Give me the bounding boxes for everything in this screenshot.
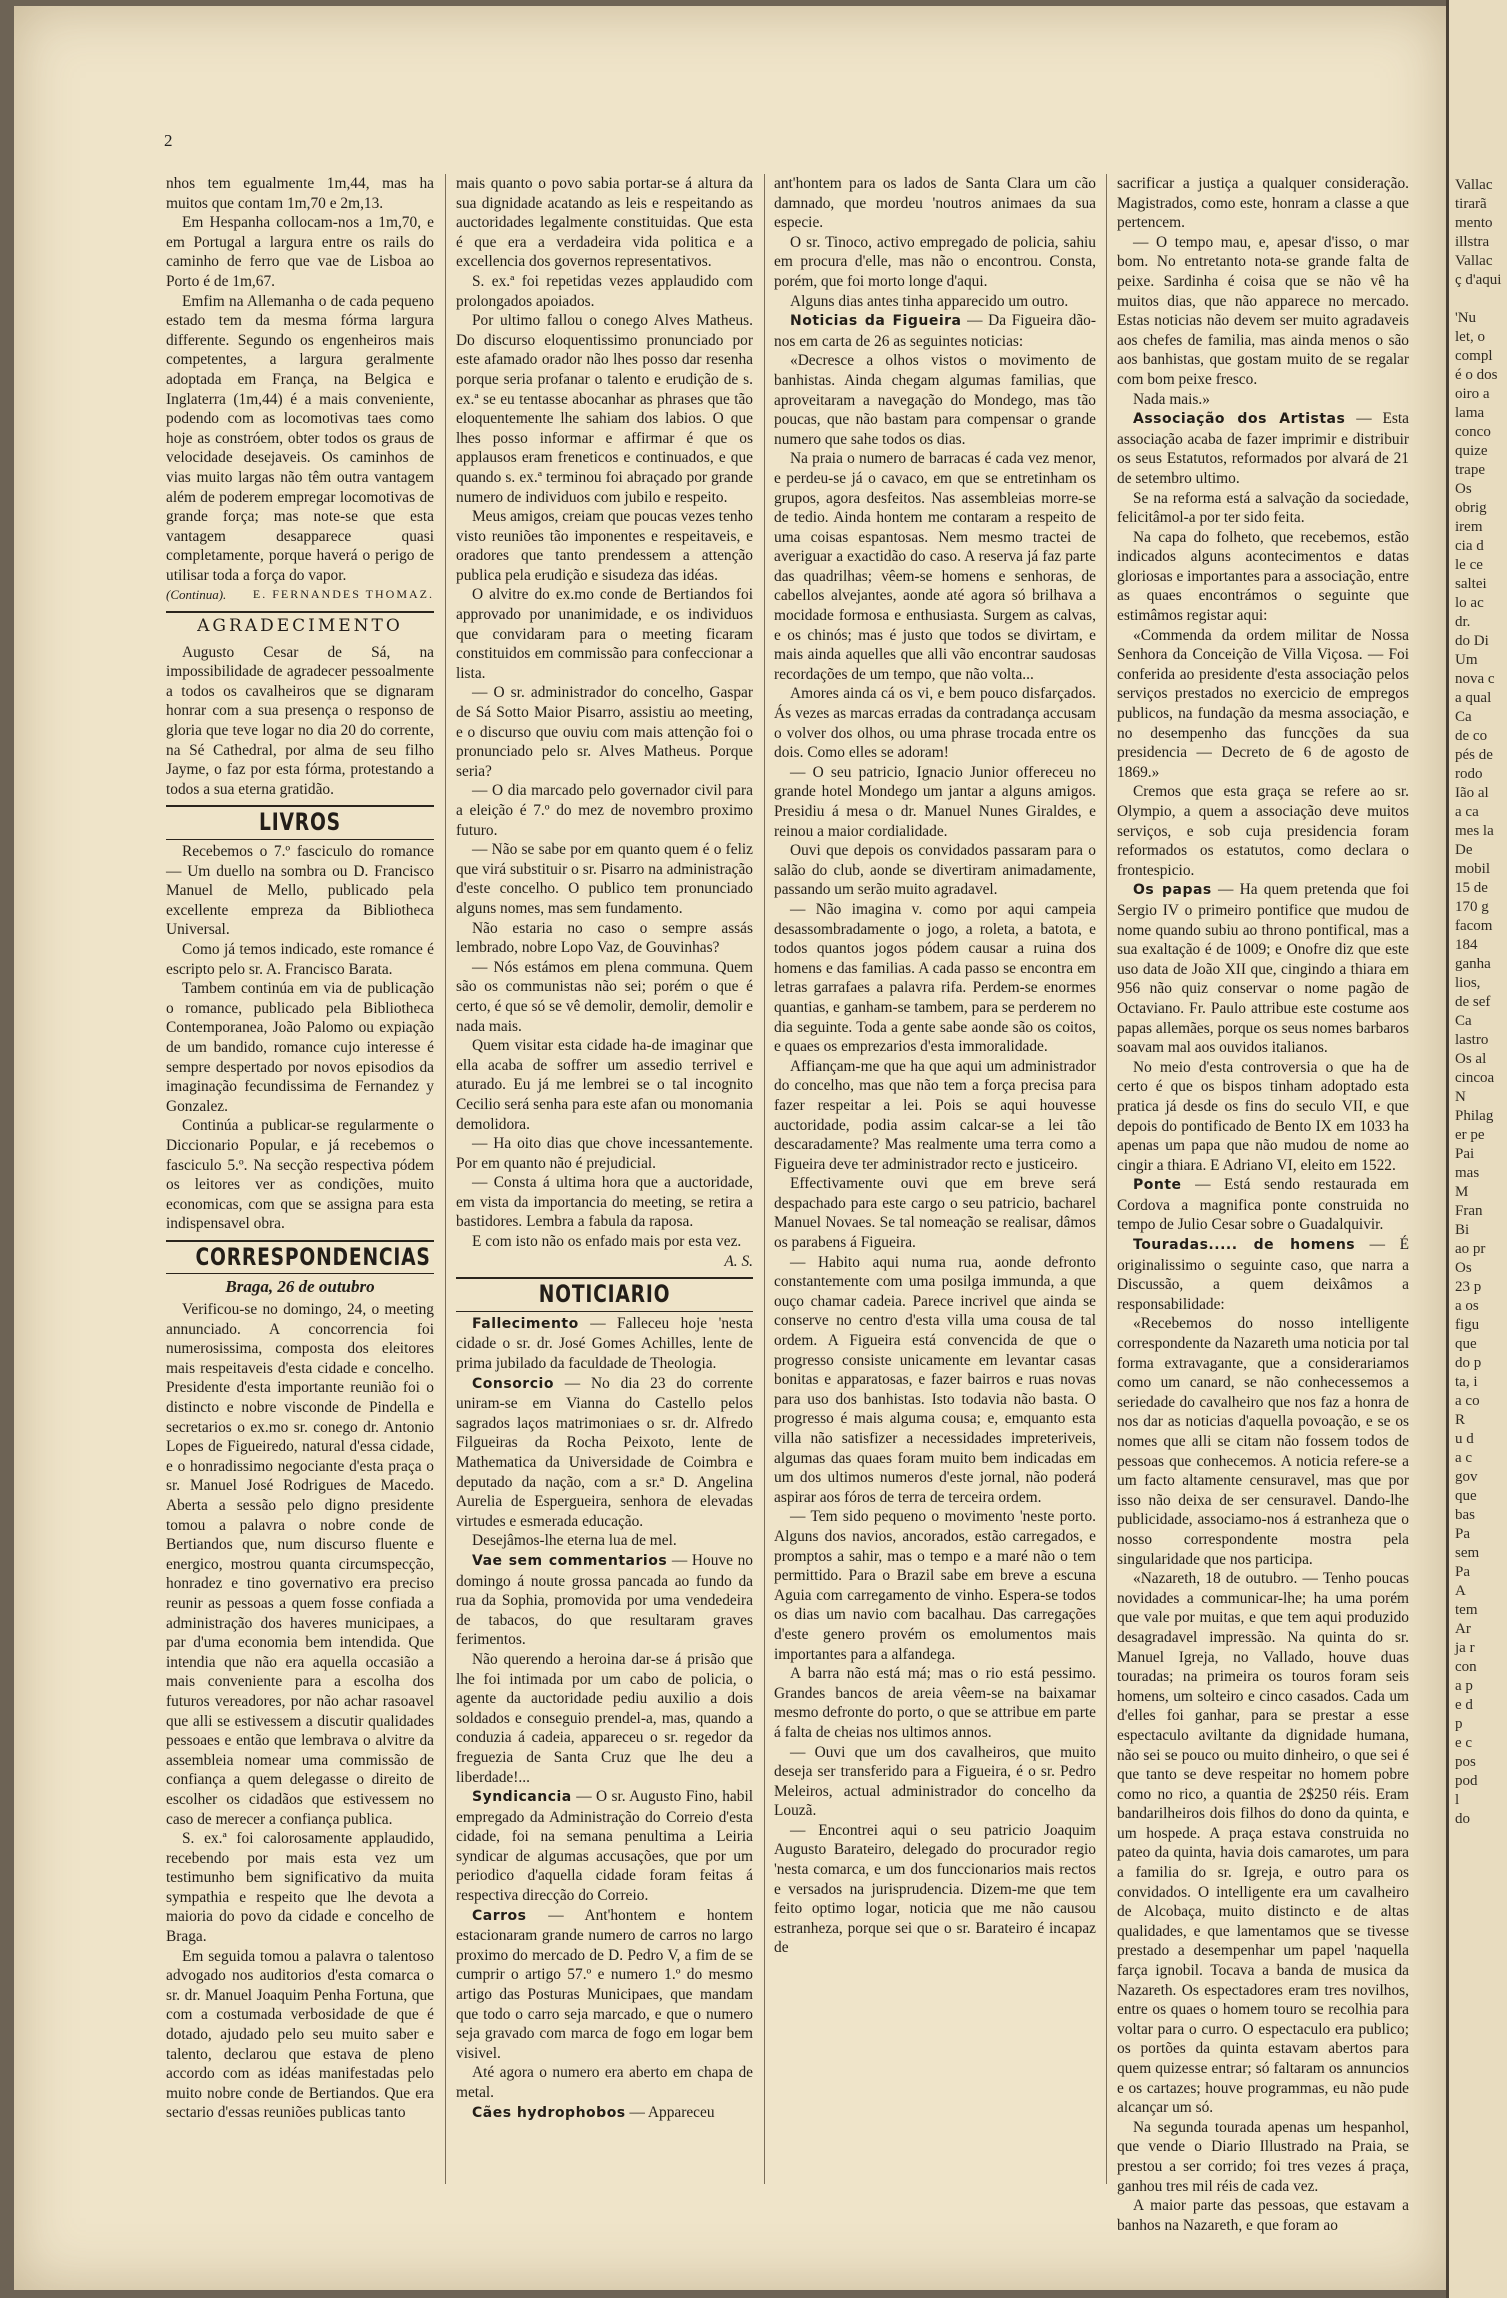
column-rule	[445, 174, 446, 2184]
paragraph: — O seu patricio, Ignacio Junior offereceu no grande hotel Mondego um jantar a alguns amigos. Presidiu á mesa o dr. Manuel Nunes Giraldes, e reinou a maior cordialidade.	[774, 763, 1096, 840]
paragraph: Não estaria no caso o sempre assás lembrado, nobre Lopo Vaz, de Gouvinhas?	[456, 919, 753, 957]
news-item: Consorcio — No dia 23 do corrente uniram-se em Vianna do Castello pelos sagrados laços matrimoniaes o sr. dr. Alfredo Filgueiras da Rocha Peixoto, lente de Mathematica da Universidade de Coimbra e deputado da nação, com a sr.ª D. Angelina Aurelia de Espergueira, senhora de elevadas virtudes e esmerada educação.	[456, 1374, 753, 1530]
correspondent-signature: A. S.	[724, 1252, 753, 1270]
paragraph: — O sr. administrador do concelho, Gaspar de Sá Sotto Maior Pisarro, assistiu ao meeting, e o discurso que ouviu com mais attenção foi o pronunciado pelo sr. Alves Matheus. Porque seria?	[456, 684, 753, 780]
adjacent-page-line: Vallac	[1455, 177, 1493, 193]
news-item: Associação dos Artistas — Esta associação acaba de fazer imprimir e distribuir os seus Estatutos, reformados por alvará de 21 de setembro ultimo.	[1117, 410, 1409, 487]
adjacent-page-line: tem	[1455, 1602, 1478, 1618]
paragraph: nhos tem egualmente 1m,44, mas ha muitos que contam 1m,70 e 2m,13.	[166, 175, 434, 212]
adjacent-page-line: M	[1455, 1184, 1469, 1200]
paragraph: Em seguida tomou a palavra o talentoso advogado nos auditorios d'esta comarca o sr. dr. Manuel Joaquim Penha Fortuna, que com a costumada verbosidade de que é dotado, ajudado pelo seu muito saber e talento, declarou que estava de pleno accordo com as idéas manifestadas pelo muito nobre conde de Bertiandos. Que era sectario d'essas reuniões publicas tanto	[166, 1947, 434, 2122]
adjacent-page-line: lastro	[1455, 1032, 1489, 1048]
section-rule	[166, 611, 434, 613]
paragraph: — Ha oito dias que chove incessantemente. Por em quanto não é prejudicial.	[456, 1135, 753, 1172]
paragraph: Alguns dias antes tinha apparecido um outro.	[790, 292, 1069, 310]
paragraph: Desejâmos-lhe eterna lua de mel.	[472, 1532, 677, 1550]
adjacent-page-line: facom	[1455, 918, 1493, 934]
adjacent-page-line: ta, i	[1455, 1374, 1478, 1390]
adjacent-page-line: dr.	[1455, 614, 1471, 630]
paragraph: A barra não está má; mas o rio está pessimo. Grandes bancos de areia vêem-se na baixamar mesmo defronte do porto, o que se attribue em parte á falta de cheias nos ultimos annos.	[774, 1665, 1096, 1741]
section-rule	[166, 1240, 434, 1242]
news-heading: Consorcio	[472, 1375, 554, 1392]
column-rule	[1106, 174, 1107, 2184]
paragraph: «Commenda da ordem militar de Nossa Senhora da Conceição de Villa Viçosa. — Foi conferida ao presidente d'esta associação pelos serviços prestados no exercicio de empregos publicos, na fundação da mesma associação, e no desempenho das funcções da sua presidencia — Decreto de 6 de agosto de 1869.»	[1117, 626, 1409, 781]
paragraph: «Nazareth, 18 de outubro. — Tenho poucas novidades a communicar-lhe; ha uma porém que vale por muitas, e que tem aqui produzido desagradavel impressão. Na quinta do sr. Manuel Igreja, no Vallado, houve duas touradas; na primeira os touros foram seis homens, um solteiro e cinco casados. Cada um d'elles foi ganhar, para se prestar a esse espectaculo aviltante da dignidade humana, não sei se pouco ou muito dinheiro, o que sei é que tanto se deve respeitar no homem pobre como no rico, a quantia de 2$250 réis. Eram bandarilheiros dois filhos do dono da quinta, e um hospede. A praça estava construida no pateo da quinta, havia dois camarotes, um para a familia do sr. Igreja, e outro para os convidados. O intelligente era um cavalheiro de Alcobaça, muito distincto e de altas qualidades, e que lamentamos que se tivesse prestado a desempenhar um papel 'naquella farça ignobil. Tocava a banda de musica da Nazareth. Os espectadores eram tres novilhos, entre os quaes o homem touro se recolhia para voltar para o curro. O espectaculo era publico; os portões da quinta estavam abertos para quem quizesse entrar; só faltaram os annuncios e os cartazes; houve programmas, eu não pude alcançar um só.	[1117, 1570, 1409, 2117]
adjacent-page-line: N	[1455, 1089, 1466, 1105]
adjacent-page-text	[1455, 176, 1507, 1829]
paragraph: Verificou-se no domingo, 24, o meeting annunciado. A concorrencia foi numerosissima, composta dos eleitores mais respeitaveis d'esta cidade e concelho. Presidente d'esta importante reunião foi o distincto e nobre visconde de Pindella e secretarios o ex.mo sr. conego dr. Antonio Lopes de Figueiredo, natural d'essa cidade, e o honradissimo negociante d'esta praça o sr. Manuel José Rodrigues de Macedo. Aberta a sessão pelo digno presidente tomou a palavra o nobre conde de Bertiandos que, num discurso fluente e energico, mostrou quanta circumspecção, honradez e tino governativo era preciso reunir as pessoas a quem fosse confiada a administração dos haveres municipaes, a par d'uma economia bem intendida. Que intendia que não era aquella occasião a mais conveniente para a escolha dos futuros vereadores, por não achar rasoavel que alli se estivessem a discutir qualidades pessoaes e então que lembrava o alvitre da assembleia nomear uma commissão de confiança a quem delegasse o direito de escolher os cidadãos que estivessem no caso de merecer a confiança publica.	[166, 1301, 434, 1828]
adjacent-page-line: gov	[1455, 1469, 1478, 1485]
section-title-agradecimento: AGRADECIMENTO	[197, 616, 403, 637]
adjacent-page-line: Ca	[1455, 709, 1472, 725]
news-item: Ponte — Está sendo restaurada em Cordova a magnifica ponte construida no tempo de Julio Cesar sobre o Guadalquivir.	[1117, 1176, 1409, 1234]
adjacent-page-line: p	[1455, 1716, 1463, 1732]
paragraph: — Habito aqui numa rua, aonde defronto constantemente com uma posilga immunda, a que ouço chamar cadeia. Parece incrivel que ainda se conserve no centro d'esta villa uma cousa de tal ordem. A Figueira está convencida de que o progresso consiste unicamente em levantar casas bonitas e apparatosas, e fazer bairros e ruas novas para uso dos banhistas. Isto todavia não basta. O progresso é mais alguma cousa; e, emquanto esta villa não satisfizer a necessidades impreteriveis, algumas das quaes foram muito bem indicadas em um dos ultimos numeros d'este jornal, não poderá aspirar aos fóros de terra de terceira ordem.	[774, 1253, 1096, 1506]
dateline: Braga, 26 de outubro	[225, 1277, 375, 1297]
adjacent-page-line: cincoa	[1455, 1070, 1495, 1086]
news-heading: Vae sem commentarios	[472, 1552, 668, 1569]
adjacent-page-line: Os	[1455, 1260, 1472, 1276]
column-4	[1117, 174, 1409, 2234]
news-heading: Syndicancia	[472, 1789, 572, 1806]
adjacent-page-line: pos	[1455, 1754, 1476, 1770]
paragraph: Amores ainda cá os vi, e bem pouco disfarçados. Ás vezes as marcas erradas da contradança accusam o volver dos olhos, ou uma phrase trocada entre os dois. Como elles se adoram!	[774, 685, 1096, 762]
adjacent-page-line: obrig	[1455, 500, 1487, 516]
paragraph: Na praia o numero de barracas é cada vez menor, e perdeu-se já o cavaco, em que se entretinham os grupos, agora desfeitos. Nas assembleias morre-se de tedio. Ainda hontem me contaram a respeito de uma coisas espantosas. Nem mesmo tractei de averiguar a exactidão do caso. A reserva já faz parte das quadrilhas; vêem-se homens e senhoras, de cabellos alvejantes, aonde até agora só brilhava a mocidade formosa e enthusiasta. Surgem as calvas, e os chinós; mas é justo que todos se divirtam, e mais ainda aquelles que alli vão encontrar saudosas recordações de um tempo, que não volta...	[774, 450, 1096, 683]
adjacent-page-line: lo ac	[1455, 595, 1484, 611]
paragraph: S. ex.ª foi calorosamente applaudido, recebendo por mais esta vez um testimunho bem significativo da muita sympathia e respeito que lhe devota a maioria do povo da cidade e concelho de Braga.	[166, 1830, 434, 1946]
adjacent-page-line: nova c	[1455, 671, 1495, 687]
adjacent-page-line: pés de	[1455, 747, 1493, 763]
adjacent-page-line: a ca	[1455, 804, 1479, 820]
adjacent-page-line: A	[1455, 1583, 1466, 1599]
adjacent-page-line: compl	[1455, 348, 1493, 364]
adjacent-page-line: R	[1455, 1412, 1466, 1428]
continua-note: (Continua).	[166, 587, 227, 603]
adjacent-page-edge	[1446, 0, 1507, 2298]
adjacent-page-line: a p	[1455, 1678, 1473, 1694]
news-item: Os papas — Ha quem pretenda que foi Sergio IV o primeiro pontifice que mudou de nome quando subiu ao throno pontifical, mas a sua exaltação é de 1009; e Onofre diz que este uso data de João XII que, cingindo a thiara em 956 não quiz conservar o nome pagão de Octaviano. Fr. Paulo attribue este costume aos papas allemães, porque os seus nomes barbaros soavam mal aos ouvidos italianos.	[1117, 881, 1409, 1057]
paragraph: Recebemos o 7.º fasciculo do romance — Um duello na sombra ou D. Francisco Manuel de Mello, publicado pela excellente empreza da Bibliotheca Universal.	[166, 843, 434, 939]
adjacent-page-line: le ce	[1455, 557, 1483, 573]
adjacent-page-line: Bi	[1455, 1222, 1470, 1238]
adjacent-page-line: bas	[1455, 1507, 1475, 1523]
adjacent-page-line: mento	[1455, 215, 1493, 231]
adjacent-page-line: a qual	[1455, 690, 1492, 706]
adjacent-page-line: mobil	[1455, 861, 1491, 877]
paragraph: — Ouvi que um dos cavalheiros, que muito deseja ser transferido para a Figueira, é o sr. Pedro Meleiros, actual administrador do concelho da Louzã.	[774, 1743, 1096, 1820]
adjacent-page-line: cia d	[1455, 538, 1484, 554]
paragraph: — Consta á ultima hora que a auctoridade, em vista da importancia do meeting, se retira a bastidores. Lembra a fabula da raposa.	[456, 1174, 753, 1231]
adjacent-page-line: ao pr	[1455, 1241, 1486, 1257]
column-1	[166, 174, 434, 2214]
adjacent-page-line: Os	[1455, 481, 1472, 497]
paragraph: Nada mais.»	[1133, 390, 1210, 408]
paragraph: Meus amigos, creiam que poucas vezes tenho visto reuniões tão imponentes e respeitaveis, e oradores que tanto prendessem a attenção publica pela erudição e sisudeza das idéas.	[456, 508, 753, 584]
page-number: 2	[164, 131, 173, 150]
adjacent-page-line: 23 p	[1455, 1279, 1482, 1295]
adjacent-page-line: con	[1455, 1659, 1477, 1675]
column-2	[456, 174, 753, 2214]
column-3	[774, 174, 1096, 2214]
adjacent-page-line: Philag	[1455, 1108, 1494, 1124]
adjacent-page-line: Vallac	[1455, 253, 1493, 269]
adjacent-page-line: do	[1455, 1811, 1470, 1827]
paragraph: Na segunda tourada apenas um hespanhol, que vende o Diario Illustrado na Praia, se prestou a ser corrido; foi tres vezes á praça, ganhou tres mil réis de cada vez.	[1117, 2118, 1409, 2195]
paragraph: Como já temos indicado, este romance é escripto pelo sr. A. Francisco Barata.	[166, 940, 434, 978]
paragraph: Na capa do folheto, que recebemos, estão indicados alguns acontecimentos e datas gloriosas e importantes para a associação, entre as quaes encontrámos o seguinte que estimâmos registar aqui:	[1117, 528, 1409, 625]
news-heading: Cães hydrophobos	[472, 2104, 626, 2121]
paragraph: — O dia marcado pelo governador civil para a eleição é 7.º do mez de novembro proximo futuro.	[456, 782, 753, 839]
paragraph: «Decresce a olhos vistos o movimento de banhistas. Ainda chegam algumas familias, que aproveitaram a navegação do Mondego, mas tão poucas, que não bastam para compensar o grande numero que sahe todos os dias.	[774, 352, 1096, 448]
news-item: Fallecimento — Falleceu hoje 'nesta cidade o sr. dr. José Gomes Achilles, lente de prima jubilado da faculdade de Theologia.	[456, 1314, 753, 1373]
adjacent-page-line: rodo	[1455, 766, 1483, 782]
paragraph: E com isto não os enfado mais por esta vez.	[472, 1233, 742, 1251]
newspaper-page	[14, 6, 1446, 2290]
adjacent-page-line: ganha	[1455, 956, 1491, 972]
adjacent-page-line: figu	[1455, 1317, 1480, 1333]
adjacent-page-line: sem	[1455, 1545, 1480, 1561]
paragraph: — Nós estámos em plena communa. Quem são os communistas não sei; porém o que é certo, é que só se vê demolir, demolir, demolir e nada mais.	[456, 958, 753, 1035]
section-rule	[166, 805, 434, 807]
adjacent-page-line: do Di	[1455, 633, 1489, 649]
adjacent-page-line: ja r	[1455, 1640, 1475, 1656]
adjacent-page-line: Pai	[1455, 1146, 1475, 1162]
paragraph: Effectivamente ouvi que em breve será despachado para este cargo o seu patricio, bacharel Manuel Novaes. Se tal nomeação se realisar, dâmos os parabens á Figueira.	[774, 1175, 1096, 1252]
adjacent-page-line: que	[1455, 1336, 1477, 1352]
paragraph: — Não se sabe por em quanto quem é o feliz que virá substituir o sr. Pisarro na administração d'este concelho. O publico tem pronunciado alguns nomes, mas sem fundamento.	[456, 841, 753, 917]
adjacent-page-line: 'Nu	[1455, 310, 1477, 326]
adjacent-page-line: mas	[1455, 1165, 1480, 1181]
adjacent-page-line: u d	[1455, 1431, 1474, 1447]
adjacent-page-line: Os al	[1455, 1051, 1487, 1067]
paragraph: — Encontrei aqui o seu patricio Joaquim Augusto Barateiro, delegado do procurador regio 'nesta comarca, e um dos funccionarios mais rectos e versados na jurisprudencia. Dizem-me que tem feito optimo logar, noticia que me não causou estranheza, porque sei que o sr. Barateiro é incapaz de	[774, 1821, 1096, 1957]
paragraph: mais quanto o povo sabia portar-se á altura da sua dignidade acatando as leis e respeitando as auctoridades legalmente constituidas. Que esta é que era a verdadeira vida politica e a excellencia dos governos representativos.	[456, 175, 753, 271]
adjacent-page-line: de sef	[1455, 994, 1491, 1010]
adjacent-page-line: oiro a	[1455, 386, 1490, 402]
paragraph: O alvitre do ex.mo conde de Bertiandos foi approvado por unanimidade, e os individuos que convidaram para o meeting ficaram constituidos em commissão para confeccionar a lista.	[456, 586, 753, 682]
adjacent-page-line: a os	[1455, 1298, 1479, 1314]
paragraph: Em Hespanha collocam-nos a 1m,70, e em Portugal a largura entre os rails do caminho de ferro que vae de Lisboa ao Porto é de 1m,67.	[166, 214, 434, 290]
section-rule	[456, 1311, 753, 1312]
adjacent-page-line: let, o	[1455, 329, 1485, 345]
adjacent-page-line: mes la	[1455, 823, 1494, 839]
adjacent-page-line: 170 g	[1455, 899, 1489, 915]
column-rule	[764, 174, 765, 2184]
paragraph: Ouvi que depois os convidados passaram para o salão do club, aonde se divertiram animadamente, passando um serão muito agradavel.	[774, 842, 1096, 899]
news-heading: Noticias da Figueira	[790, 313, 962, 330]
adjacent-page-line: Pa	[1455, 1526, 1470, 1542]
adjacent-page-line: e c	[1455, 1735, 1473, 1751]
adjacent-page-line: Ar	[1455, 1621, 1471, 1637]
author-signature: E. FERNANDES THOMAZ.	[252, 587, 434, 602]
adjacent-page-line: e d	[1455, 1697, 1473, 1713]
paragraph: Até agora o numero era aberto em chapa de metal.	[456, 2064, 753, 2101]
adjacent-page-line: Pa	[1455, 1564, 1470, 1580]
section-title-livros: LIVROS	[259, 808, 341, 837]
paragraph: Augusto Cesar de Sá, na impossibilidade de agradecer pessoalmente a todos os cavalheiros que se dignaram honrar com a sua presença o responso de gloria que teve logar no dia 20 do corrente, na Sé Cathedral, por alma de seu filho Jayme, o faz por esta fórma, protestando a todos a sua eterna gratidão.	[166, 643, 434, 798]
adjacent-page-line	[1455, 290, 1507, 309]
adjacent-page-line: trape	[1455, 462, 1485, 478]
news-heading: Fallecimento	[472, 1315, 579, 1332]
paragraph: Se na reforma está a salvação da sociedade, felicitâmol-a por ter sido feita.	[1117, 489, 1409, 527]
adjacent-page-line: tirarã	[1455, 196, 1487, 212]
adjacent-page-line: que	[1455, 1488, 1477, 1504]
paragraph: O sr. Tinoco, activo empregado de policia, sahiu em procura d'elle, mas não o encontrou. Consta, porém, que foi morto longe d'aqui.	[774, 233, 1096, 290]
paragraph: ant'hontem para os lados de Santa Clara um cão damnado, que mordeu 'noutros animaes da sua especie.	[774, 175, 1096, 232]
adjacent-page-line: quize	[1455, 443, 1488, 459]
adjacent-page-line: a c	[1455, 1450, 1473, 1466]
adjacent-page-line: do p	[1455, 1355, 1482, 1371]
adjacent-page-line: é o dos	[1455, 367, 1498, 383]
adjacent-page-line: Ião al	[1455, 785, 1489, 801]
adjacent-page-line: saltei	[1455, 576, 1487, 592]
section-rule	[166, 1273, 434, 1274]
news-item: Touradas..... de homens — É originalissimo o seguinte caso, que narra a Discussão, a quem deixâmos a responsabilidade:	[1117, 1236, 1409, 1313]
paragraph: — O tempo mau, e, apesar d'isso, o mar bom. No entretanto nota-se grande falta de peixe. Sardinha é coisa que se não vê ha muitos dias, que não apparece no mercado. Estas noticias não devem ser muito agradaveis aos chefes de familia, mas ainda menos o são aos banhistas, que gostam muito de se regalar com bom peixe fresco.	[1117, 233, 1409, 388]
adjacent-page-line: illstra	[1455, 234, 1490, 250]
article-signature-line	[166, 585, 434, 605]
news-heading: Associação dos Artistas	[1133, 411, 1346, 428]
section-title-noticiario: NOTICIARIO	[538, 1280, 671, 1309]
news-item: Syndicancia — O sr. Augusto Fino, habil empregado da Administração do Correio d'esta cidade, foi na semana penultima a Leiria syndicar de algumas accusações, que por um periodico d'aquella cidade foram feitas á respectiva direcção do Correio.	[456, 1788, 754, 1905]
adjacent-page-line: 15 de	[1455, 880, 1488, 896]
news-heading: Carros	[472, 1907, 527, 1924]
adjacent-page-line: l	[1455, 1792, 1460, 1808]
paragraph: Tambem continúa em via de publicação o romance, publicado pela Bibliotheca Contemporanea, João Palomo ou expiação de um bandido, romance cujo interesse é sempre despertado por novos episodios da imaginação fecundissima de Fernandez y Gonzalez.	[166, 980, 434, 1115]
paragraph: sacrificar a justiça a qualquer consideração. Magistrados, como este, honram a classe a que pertencem.	[1117, 175, 1409, 232]
adjacent-page-line: lios,	[1455, 975, 1481, 991]
adjacent-page-line: a co	[1455, 1393, 1480, 1409]
section-rule	[166, 839, 434, 840]
adjacent-page-line: er pe	[1455, 1127, 1485, 1143]
paragraph: Quem visitar esta cidade ha-de imaginar que ella acaba de soffrer um assedio terrivel e aturado. Eu já me lembrei se o tal incognito Cecilio será senha para este afan ou monomania demolidora.	[456, 1037, 753, 1133]
news-item: Noticias da Figueira — Da Figueira dão-nos em carta de 26 as seguintes noticias:	[774, 312, 1096, 350]
paragraph: A maior parte das pessoas, que estavam a banhos na Nazareth, e que foram ao	[1117, 2197, 1409, 2234]
section-title-correspondencias: CORRESPONDENCIAS	[195, 1242, 431, 1271]
news-heading: Os papas	[1133, 882, 1212, 899]
adjacent-page-line: lama	[1455, 405, 1485, 421]
news-heading: Touradas..... de homens	[1133, 1237, 1356, 1254]
adjacent-page-line: pod	[1455, 1773, 1478, 1789]
adjacent-page-line: Um	[1455, 652, 1478, 668]
paragraph: — Não imagina v. como por aqui campeia desassombradamente o jogo, a roleta, a batota, e todos quantos jogos pódem causar a ruina dos homens e das familias. A cada passo se encontra em letras garrafaes a palavra rifa. Perdem-se enormes quantias, e ganham-se tambem, para se perderem no dia seguinte. Toda a gente sabe aonde são os coitos, e quaes os emprezarios d'esta immoralidade.	[774, 900, 1096, 1056]
news-item: Carros — Ant'hontem e hontem estacionaram grande numero de carros no largo proximo do mercado de D. Pedro V, a fim de se cumprir o artigo 57.º e numero 1.º do mesmo artigo das Posturas Municipaes, que mandam que todo o carro seja marcado, e que o numero seja gravado com marca de fogo em logar bem visivel.	[456, 1906, 753, 2062]
paragraph: Continúa a publicar-se regularmente o Diccionario Popular, e já recebemos o fasciculo 5.º. Na secção respectiva pódem os leitores ver as condições, muito economicas, com que se assigna para esta indispensavel obra.	[166, 1117, 434, 1233]
paragraph: Affiançam-me que ha que aqui um administrador do concelho, mas que não tem a força precisa para fazer respeitar a lei. Pois se aqui houvesse auctoridade, podia assim calcar-se a lei tão descaradamente? Mas realmente uma terra como a Figueira deve ter administrador recto e justiceiro.	[774, 1057, 1096, 1173]
adjacent-page-line: Fran	[1455, 1203, 1483, 1219]
adjacent-page-line: de co	[1455, 728, 1488, 744]
section-rule	[456, 1277, 753, 1279]
news-item: Cães hydrophobos — Appareceu	[472, 2103, 715, 2121]
paragraph: Não querendo a heroina dar-se á prisão que lhe foi intimada por um cabo de policia, o agente da auctoridade pediu auxilio a dois soldados e conseguio prendel-a, mas, quando a conduzia á cadeia, appareceu o sr. regedor da freguezia de Santa Cruz que lhe deu a liberdade!...	[456, 1650, 753, 1786]
paragraph: «Recebemos do nosso intelligente correspondente da Nazareth uma noticia por tal forma extravagante, que a considerariamos como um canard, se não conhecessemos a seriedade do cavalheiro que nos faz a honra de nos dar as noticias d'aquella povoação, e se os nomes que alli se citam não fossem todos de pessoas que conhecemos. A noticia refere-se a um facto altamente censuravel, mas que por isso não deixa de ser censuravel. Dando-lhe publicidade, associamo-nos á estranheza que o nosso correspondente mostra pela singularidade que nos participa.	[1117, 1315, 1409, 1568]
adjacent-page-line: irem	[1455, 519, 1483, 535]
adjacent-page-line: conco	[1455, 424, 1491, 440]
news-item: Vae sem commentarios — Houve no domingo á noute grossa pancada ao fundo da rua da Sophia, promovida por uma vendedeira de tabacos, do que resultaram graves ferimentos.	[456, 1551, 753, 1649]
adjacent-page-line: De	[1455, 842, 1473, 858]
paragraph: Por ultimo fallou o conego Alves Matheus. Do discurso eloquentissimo pronunciado por este afamado orador não lhes posso dar resenha porque seria profanar o talento e erudição de s. ex.ª se eu tentasse abocanhar as phrases que tão eloquentemente lhe sahiam dos labios. O que lhes posso informar e affirmar é que os applausos eram freneticos e continuados, e que quando s. ex.ª terminou foi abraçado por grande numero de individuos com jubilo e respeito.	[456, 312, 753, 506]
news-heading: Ponte	[1133, 1177, 1182, 1194]
paragraph: S. ex.ª foi repetidas vezes applaudido com prolongados apoiados.	[456, 272, 753, 310]
paragraph: Cremos que esta graça se refere ao sr. Olympio, a quem a associação deve muitos serviços, e sob cuja presidencia foram reformados os estatutos, como declara o frontespicio.	[1117, 783, 1409, 879]
paragraph: Emfim na Allemanha o de cada pequeno estado tem da mesma fórma largura differente. Segundo os engenheiros mais competentes, a largura geralmente adoptada em França, na Belgica e Inglaterra (1m,44) é a mais conveniente, podendo com as locomotivas taes como hoje as constróem, obter todos os graus de velocidade desejaveis. Os caminhos de vias muito largas não têm outra vantagem além de poderem empregar locomotivas de grande força; mas note-se que esta vantagem desapparece quasi completamente, porque haverá o perigo de utilisar toda a força do vapor.	[166, 292, 434, 584]
adjacent-page-line: 184	[1455, 937, 1478, 953]
paragraph: No meio d'esta controversia o que ha de certo é que os bispos tinham adoptado esta pratica já desde os fins do seculo VII, e que depois do pontificado de Bento IX em 1033 ha apenas um papa que não mudou de nome ao cingir a thiara. E Adriano VI, eleito em 1522.	[1117, 1058, 1409, 1174]
paragraph: — Tem sido pequeno o movimento 'neste porto. Alguns dos navios, ancorados, estão carregados, e promptos a sahir, mas o tempo e a maré não o tem permittido. Para o Brazil sabe em breve a escuna Aguia com carregamento de vinho. Espera-se todos os dias um navio com bacalhau. Das carregações d'este genero provém os emolumentos mais importantes para a alfandega.	[774, 1508, 1096, 1663]
adjacent-page-line: Ca	[1455, 1013, 1472, 1029]
adjacent-page-line: ç d'aqui	[1455, 272, 1502, 288]
